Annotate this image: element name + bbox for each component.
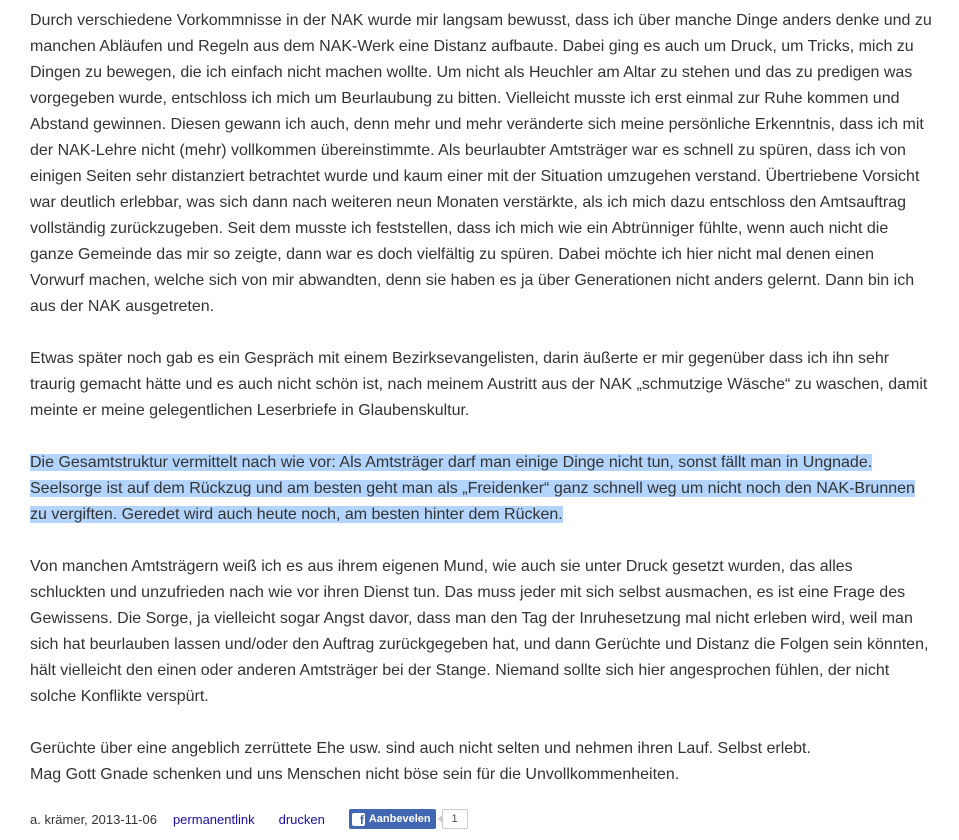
article-paragraph-highlighted (30, 450, 932, 528)
article-line: Mag Gott Gnade schenken und uns Menschen nicht böse sein für die Unvollkommenheiten. (30, 766, 680, 783)
permalink-link[interactable]: permanentlink (172, 811, 255, 827)
article-body (30, 8, 932, 788)
facebook-like-label: Aanbevelen (368, 813, 431, 825)
text-selection: Die Gesamtstruktur vermittelt nach wie vor: Als Amtsträger darf man einige Dinge nicht tun, sonst fällt man in Ungnade. Seelsorge ist auf dem Rückzug und am besten geht man als „Freidenker“ ganz schnell weg um nicht noch den NAK-Brunnen zu vergiften. Geredet wird auch heute noch, am besten hinter dem Rücken. (30, 454, 915, 523)
facebook-like-count: 1 (442, 809, 468, 829)
facebook-icon: f (352, 813, 365, 826)
article-closing (30, 736, 932, 788)
article-paragraph: Von manchen Amtsträgern weiß ich es aus ihrem eigenen Mund, wie auch sie unter Druck gesetzt wurden, das alles schluckten und unzufrieden nach wie vor ihren Dienst tun. Das muss jeder mit sich selbst ausmachen, es ist eine Frage des Gewissens. Die Sorge, ja vielleicht sogar Angst davor, dass man den Tag der Inruhesetzung mal nicht erleben wird, weil man sich hat beurlauben lassen und/oder den Auftrag zurückgegeben hat, und dann Gerüchte und Distanz die Folgen sein könnten, hält vielleicht den einen oder anderen Amtsträger bei der Stange. Niemand sollte sich hier angesprochen fühlen, der nicht solche Konflikte verspürt. (30, 558, 929, 705)
post-footer (30, 808, 468, 830)
author-date: a. krämer, 2013-11-06 (30, 811, 157, 827)
article-paragraph: Etwas später noch gab es ein Gespräch mit einem Bezirksevangelisten, darin äußerte er mir gegenüber dass ich ihn sehr traurig gemacht hätte und es auch nicht schön ist, nach meinem Austritt aus der NAK „schmutzige Wäsche“ zu waschen, damit meinte er meine gelegentlichen Leserbriefe in Glaubenskultur. (30, 350, 928, 419)
article-line: Gerüchte über eine angeblich zerrüttete Ehe usw. sind auch nicht selten und nehmen ihren Lauf. Selbst erlebt. (30, 740, 811, 757)
facebook-like-button[interactable] (349, 809, 436, 829)
article-paragraph: Durch verschiedene Vorkommnisse in der NAK wurde mir langsam bewusst, dass ich über manche Dinge anders denke und zu manchen Abläufen und Regeln aus dem NAK-Werk eine Distanz aufbaute. Dabei ging es auch um Druck, um Tricks, mich zu Dingen zu bewegen, die ich einfach nicht machen wollte. Um nicht als Heuchler am Altar zu stehen und das zu predigen was vorgegeben wurde, entschloss ich mich um Beurlaubung zu bitten. Vielleicht musste ich erst einmal zur Ruhe kommen und Abstand gewinnen. Diesen gewann ich auch, denn mehr und mehr veränderte sich meine persönliche Erkenntnis, dass ich mit der NAK-Lehre nicht (mehr) vollkommen übereinstimmte. Als beurlaubter Amtsträger war es schnell zu spüren, dass ich von einigen Seiten sehr distanziert betrachtet wurde und kaum einer mit der Situation umzugehen verstand. Übertriebene Vorsicht war deutlich erlebbar, was sich dann nach weiteren neun Monaten verstärkte, als ich mich dazu entschloss den Amtsauftrag vollständig zurückzugeben. Seit dem musste ich feststellen, dass ich mich wie ein Abtrünniger fühlte, wenn auch nicht die ganze Gemeinde das mir so zeigte, dann war es doch vielfältig zu spüren. Dabei möchte ich hier nicht mal denen einen Vorwurf machen, welche sich von mir abwandten, denn sie haben es ja über Generationen nicht anders gelernt. Dann bin ich aus der NAK ausgetreten. (30, 12, 932, 315)
facebook-like-widget (349, 809, 468, 829)
print-link[interactable]: drucken (278, 811, 325, 827)
